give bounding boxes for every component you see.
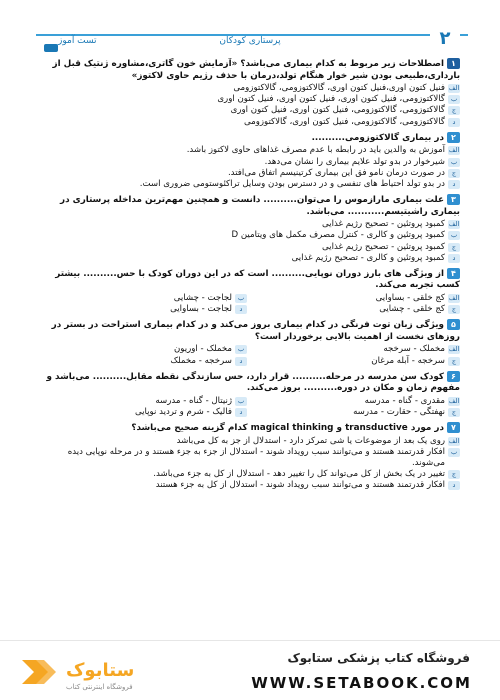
option-badge: د	[235, 357, 247, 366]
option-badge: ب	[448, 95, 460, 104]
option-badge: ب	[448, 448, 460, 457]
logo-subtitle: فروشگاه اینترنتی کتاب	[66, 683, 133, 691]
option-badge: ج	[448, 357, 460, 366]
question-number: ۳	[447, 194, 460, 205]
option-badge: الف	[448, 146, 460, 155]
option-badge: ج	[448, 169, 460, 178]
chapter-title: پرستاری کودکان	[219, 36, 281, 46]
option-a[interactable]	[44, 145, 460, 156]
option-badge: ب	[235, 345, 247, 354]
question-text: علت بیماری مارازموس را می‌توان.......... دانست و همچنین مهم‌ترین مداخله پرستاری در بیماری راشیتیسم........... می‌باشد.	[60, 195, 460, 217]
option-badge: الف	[448, 436, 460, 445]
option-d[interactable]	[44, 179, 460, 190]
option-text: کمبود پروتئین و کالری - کنترل مصرف مکمل های ویتامین D	[231, 230, 445, 241]
question-text: ویژگی زبان توت فرنگی در کدام بیماری بروز می‌کند و در کدام بیماری استراحت در بستر در روزهای نخست از اهمیت بالایی برخوردار است؟	[51, 320, 460, 342]
option-badge: ب	[448, 231, 460, 240]
setabook-logo-icon[interactable]	[22, 652, 192, 692]
option-text: سرخجه - آبله مرغان	[371, 355, 445, 366]
option-text: گالاکتوزومی، فنیل کتون اوری، فنیل کتون اوری، فنیل کتون اوری	[217, 94, 445, 105]
option-text: کمبود پروتئین - تصحیح رژیم غذایی	[322, 241, 445, 252]
question-number: ۶	[447, 371, 460, 382]
question-1	[44, 58, 460, 128]
question-7	[44, 422, 460, 492]
question-6	[44, 371, 460, 418]
option-d[interactable]	[44, 117, 460, 128]
option-b[interactable]	[44, 94, 460, 105]
option-badge: د	[448, 481, 460, 490]
question-number: ۵	[447, 319, 460, 330]
option-badge: الف	[448, 220, 460, 229]
option-a[interactable]	[257, 293, 460, 304]
option-badge: ج	[448, 106, 460, 115]
question-text: اصطلاحات زیر مربوط به کدام بیماری می‌باشد؟ «آزمایش خون گاتری،مشاوره ژنتیک قبل از بارداری،طبیعی بودن شیر خوار هنگام تولد،درمان با حذف رژیم حاوی لاکتوز»	[52, 59, 460, 81]
option-c[interactable]	[257, 407, 460, 418]
question-number: ۷	[447, 422, 460, 433]
option-text: گالاکتوزومی، گالاکتوزومی، فنیل کتون اوری، گالاکتوزومی	[243, 116, 445, 127]
option-c[interactable]	[257, 356, 460, 367]
option-c[interactable]	[44, 242, 460, 253]
option-text: افکار قدرتمند هستند و می‌توانند سبب رویداد شوند - استدلال از جزء به جزء هستند و در مرحله نوپایی دیده می‌شوند.	[67, 446, 445, 469]
option-text: کج خلقی - چشایی	[379, 304, 445, 315]
option-text: مخملک - اوریون	[173, 344, 232, 355]
option-b[interactable]	[44, 447, 460, 469]
page-number: ۲	[430, 28, 460, 54]
option-d[interactable]	[44, 480, 460, 491]
store-title: فروشگاه کتاب پزشکی ستابوک	[287, 651, 470, 665]
option-c[interactable]	[257, 304, 460, 315]
option-text: فالیک - شرم و تردید نوپایی	[134, 406, 232, 417]
page-header	[0, 0, 500, 56]
store-footer	[0, 640, 500, 700]
option-text: لجاجت - بساوایی	[170, 304, 232, 315]
question-text: کودک سن مدرسه در مرحله.......... قرار دارد، حس سازندگی نقطه مقابل.......... می‌باشد و مفهوم زمان و مکان در دوره.......... بروز می‌کند.	[46, 371, 460, 394]
option-text: کمبود پروتئین - تصحیح رژیم غذایی	[322, 219, 445, 230]
option-a[interactable]	[44, 436, 460, 447]
option-text: در صورت درمان نامو فق این بیماری کرتینیسم اتفاق می‌افتد.	[227, 167, 445, 178]
option-badge: الف	[448, 345, 460, 354]
questions-area	[44, 58, 460, 623]
option-d[interactable]	[44, 304, 247, 315]
option-badge: الف	[448, 293, 460, 302]
option-text: فنیل کتون اوری،فنیل کتون اوری، گالاکتوزومی، گالاکتوزومی	[233, 83, 445, 93]
option-text: سرخجه - مخملک	[170, 355, 232, 366]
option-badge: د	[448, 254, 460, 263]
option-badge: ب	[448, 158, 460, 167]
question-5	[44, 319, 460, 366]
question-3	[44, 194, 460, 264]
option-a[interactable]	[44, 83, 460, 94]
option-text: مقدری - گناه - مدرسه	[364, 395, 445, 406]
brand-label: تست آموز	[58, 36, 97, 46]
option-text: گالاکتوزومی، گالاکتوزومی، فنیل کتون اوری، فنیل کتون اوری	[230, 105, 445, 116]
option-badge: د	[448, 180, 460, 189]
option-text: آموزش به والدین باید در رابطه با عدم مصرف غذاهای حاوی لاکتوز باشد.	[186, 145, 445, 156]
option-text: شیرخوار در بدو تولد علایم بیماری را نشان می‌دهد.	[264, 156, 445, 167]
question-text: در بیماری گالاکتوزومی..........	[311, 132, 444, 143]
option-badge: الف	[448, 396, 460, 405]
option-b[interactable]	[44, 157, 460, 168]
option-badge: الف	[448, 84, 460, 92]
option-text: کمبود پروتئین و کالری - تصحیح رژیم غذایی	[291, 252, 445, 263]
option-badge: د	[235, 305, 247, 314]
store-url-link[interactable]: WWW.SETABOOK.COM	[251, 674, 472, 692]
option-text: کج خلقی - بساوایی	[375, 292, 445, 303]
question-2	[44, 132, 460, 190]
option-d[interactable]	[44, 253, 460, 264]
question-number: ۱	[447, 58, 460, 69]
option-badge: ب	[235, 397, 247, 406]
logo-text: ستابوک	[66, 660, 135, 681]
option-text: روی یک بعد از موضوعات یا شی تمرکز دارد - استدلال از جز به کل می‌باشد	[176, 435, 445, 446]
option-text: نهفتگی - حقارت - مدرسه	[353, 406, 445, 417]
option-c[interactable]	[44, 105, 460, 116]
option-a[interactable]	[44, 219, 460, 230]
option-d[interactable]	[44, 356, 247, 367]
option-badge: د	[235, 408, 247, 417]
option-a[interactable]	[257, 396, 460, 407]
question-text: از ویژگی های بارز دوران نوپایی.......... است که در این دوران کودک با حس.......... بیشتر کسب تجربه می‌کند.	[55, 268, 460, 291]
option-badge: ج	[448, 243, 460, 252]
option-badge: د	[448, 118, 460, 127]
option-badge: ج	[448, 408, 460, 417]
option-d[interactable]	[44, 407, 247, 418]
question-4	[44, 268, 460, 315]
option-b[interactable]	[44, 396, 247, 407]
option-text: افکار قدرتمند هستند و می‌توانند سبب رویداد شوند - استدلال از کل به جزء هستند	[155, 480, 445, 491]
option-badge: ب	[235, 294, 247, 303]
option-text: مخملک - سرخجه	[383, 344, 445, 355]
option-b[interactable]	[44, 344, 247, 355]
option-c[interactable]	[44, 469, 460, 480]
option-c[interactable]	[44, 168, 460, 179]
option-text: در بدو تولد احتیاط های تنفسی و در دسترس بودن وسایل تراکئوستومی ضروری است.	[139, 178, 445, 189]
question-number: ۲	[447, 132, 460, 143]
option-text: تغییر در یک بخش از کل می‌تواند کل را تغییر دهد - استدلال از کل به جزء می‌باشد.	[153, 469, 445, 480]
option-text: لجاجت - چشایی	[173, 292, 232, 303]
option-text: ژنیتال - گناه - مدرسه	[155, 395, 232, 406]
option-a[interactable]	[257, 344, 460, 355]
question-number: ۴	[447, 268, 460, 279]
option-b[interactable]	[44, 230, 460, 241]
option-b[interactable]	[44, 293, 247, 304]
option-badge: ج	[448, 305, 460, 314]
option-badge: ج	[448, 470, 460, 479]
question-text: در مورد transductive و magical thinking کدام گزینه صحیح می‌باشد؟	[131, 423, 444, 434]
